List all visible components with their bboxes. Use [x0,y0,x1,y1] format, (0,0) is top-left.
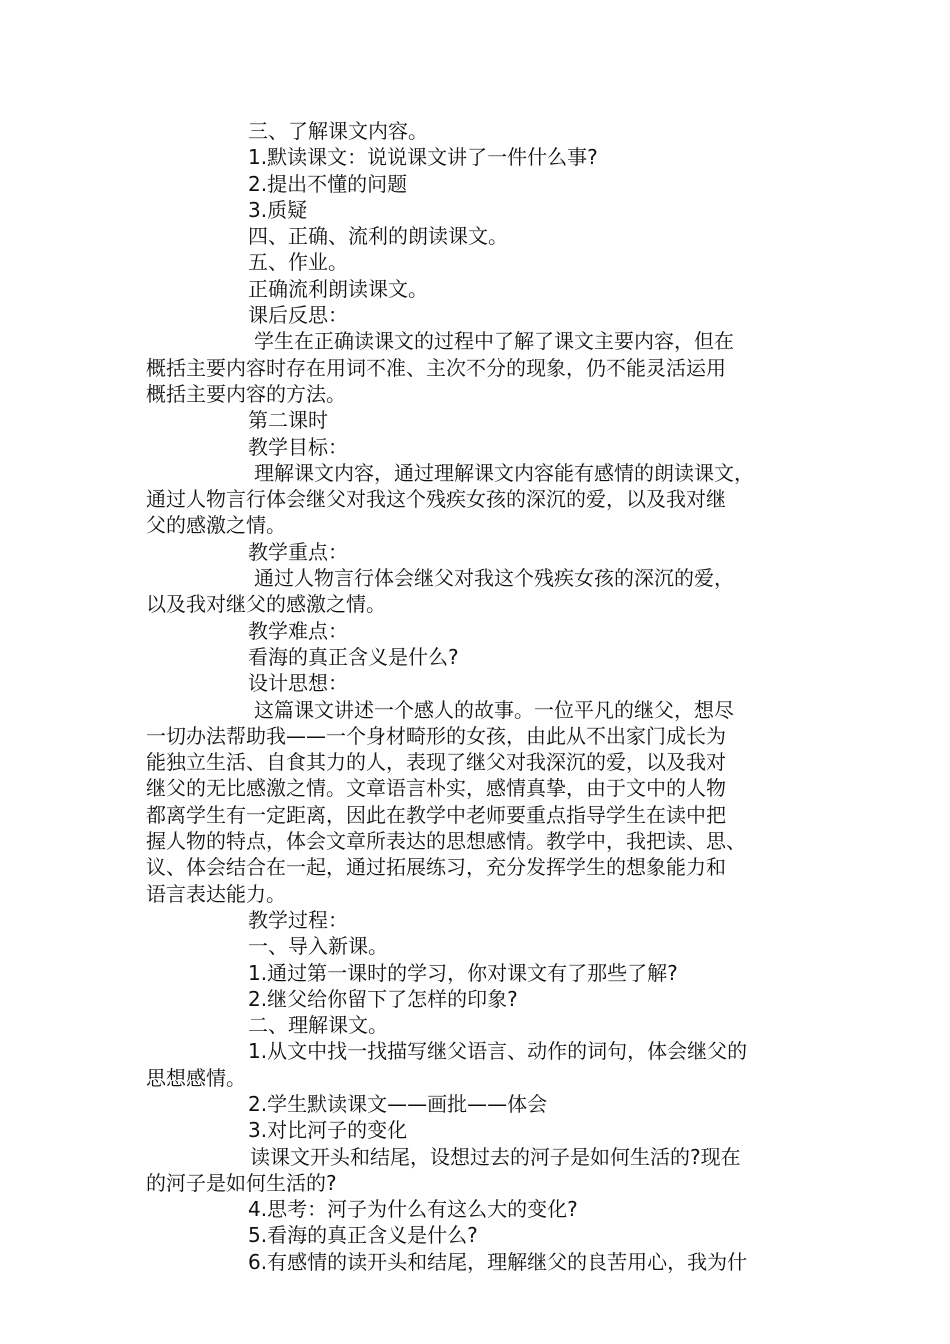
list-item: 3.质疑 [248,197,308,222]
section-label: 设计思想： [248,671,348,696]
section-label: 课后反思： [248,303,348,328]
paragraph-line: 通过人物言行体会继父对我这个残疾女孩的深沉的爱，以及我对继 [146,487,726,512]
paragraph-line: 这篇课文讲述一个感人的故事。一位平凡的继父，想尽 [254,697,734,722]
section-heading: 二、理解课文。 [248,1013,388,1038]
paragraph-line: 都离学生有一定距离，因此在教学中老师要重点指导学生在读中把 [146,802,726,827]
section-heading: 三、了解课文内容。 [248,119,428,143]
paragraph-line: 学生在正确读课文的过程中了解了课文主要内容，但在 [254,329,734,354]
document-body [146,118,816,1275]
paragraph-line: 的河子是如何生活的? [146,1170,337,1195]
paragraph-line: 理解课文内容，通过理解课文内容能有感情的朗读课文， [254,460,754,485]
section-label: 教学难点： [248,618,348,643]
list-item: 2.学生默读课文——画批——体会 [248,1091,548,1116]
paragraph-line: 能独立生活、自食其力的人，表现了继父对我深沉的爱，以及我对 [146,750,726,775]
section-label: 教学目标： [248,434,348,459]
section-label: 教学重点： [248,539,348,564]
paragraph-line: 以及我对继父的感激之情。 [146,592,386,617]
section-heading: 四、正确、流利的朗读课文。 [248,224,508,249]
list-item: 1.从文中找一找描写继父语言、动作的词句，体会继父的 [248,1039,748,1064]
paragraph-line: 议、体会结合在一起，通过拓展练习，充分发挥学生的想象能力和 [146,855,726,880]
section-heading: 五、作业。 [248,250,348,275]
paragraph-line: 正确流利朗读课文。 [248,276,428,301]
section-heading: 第二课时 [248,408,328,433]
section-label: 教学过程： [248,907,348,932]
list-item: 2.提出不懂的问题 [248,171,408,196]
paragraph-line: 看海的真正含义是什么? [248,644,459,669]
list-item: 1.默读课文：说说课文讲了一件什么事? [248,145,598,170]
paragraph-line: 一切办法帮助我——一个身材畸形的女孩，由此从不出家门成长为 [146,723,726,748]
paragraph-line: 继父的无比感激之情。文章语言朴实，感情真挚，由于文中的人物 [146,776,726,801]
list-item: 5.看海的真正含义是什么? [248,1223,478,1248]
paragraph-line: 读课文开头和结尾，设想过去的河子是如何生活的?现在 [250,1144,741,1169]
paragraph-line: 概括主要内容时存在用词不准、主次不分的现象，仍不能灵活运用 [146,355,726,380]
list-item: 1.通过第一课时的学习，你对课文有了那些了解? [248,960,678,985]
paragraph-line: 语言表达能力。 [146,881,286,906]
section-heading: 一、导入新课。 [248,934,388,959]
paragraph-line: 通过人物言行体会继父对我这个残疾女孩的深沉的爱， [254,566,734,591]
paragraph-line: 概括主要内容的方法。 [146,381,346,406]
paragraph-line: 父的感激之情。 [146,513,286,538]
paragraph-line: 思想感情。 [146,1065,246,1090]
list-item: 2.继父给你留下了怎样的印象? [248,986,518,1011]
list-item: 6.有感情的读开头和结尾，理解继父的良苦用心，我为什 [248,1249,748,1274]
list-item: 3.对比河子的变化 [248,1118,408,1143]
paragraph-line: 握人物的特点，体会文章所表达的思想感情。教学中，我把读、思、 [146,829,746,854]
list-item: 4.思考：河子为什么有这么大的变化? [248,1197,578,1222]
